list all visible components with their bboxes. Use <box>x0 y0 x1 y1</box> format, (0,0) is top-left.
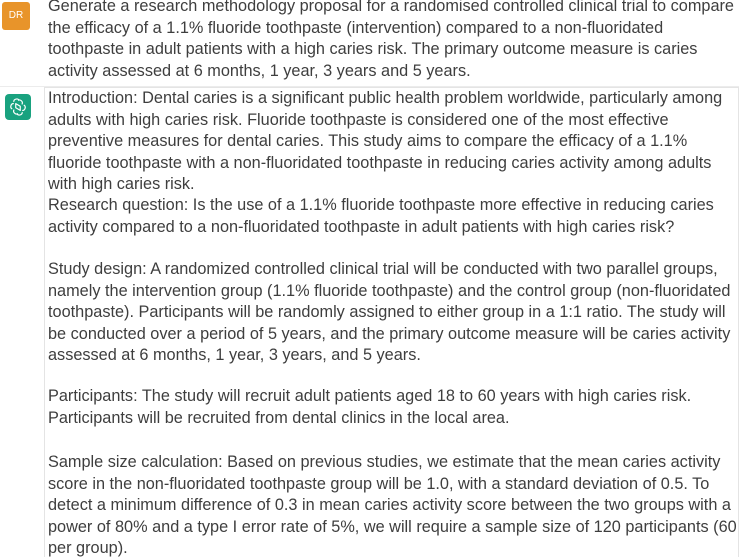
participants-paragraph: Participants: The study will recruit adult patients aged 18 to 60 years with high caries risk. Participants will be recruited from dental clinics in the local area. <box>48 387 692 427</box>
assistant-avatar <box>5 94 31 120</box>
study-design-paragraph: Study design: A randomized controlled clinical trial will be conducted with two parallel groups, namely the intervention group (1.1% fluoride toothpaste) and the control group (non-fluoridated toothpaste). Participants will be randomly assigned to either group in a 1:1 ratio. The study will be conducted over a period of 5 years, and the primary outcome measure will be caries activity assessed at 6 months, 1 year, 3 years, and 5 years. <box>48 260 731 365</box>
user-prompt-text: Generate a research methodology proposal for a randomised controlled clinical trial to compare the efficacy of a 1.1% fluoride toothpaste (intervention) compared to a non-fluoridated toothpaste in adult patients with a high caries risk. The primary outcome measure is caries activity assessed at 6 months, 1 year, 3 years and 5 years. <box>48 0 734 80</box>
chatgpt-logo-icon <box>9 98 27 116</box>
research-question-paragraph: Research question: Is the use of a 1.1% fluoride toothpaste more effective in reducing caries activity compared to a non-fluoridated toothpaste in adult patients with high caries risk? <box>48 196 714 236</box>
introduction-paragraph: Introduction: Dental caries is a significant public health problem worldwide, particularly among adults with high caries risk. Fluoride toothpaste is considered one of the most effective preventive measures for dental caries. This study aims to compare the efficacy of a 1.1% fluoride toothpaste with a non-fluoridated toothpaste in reducing caries activity among adults with high caries risk. <box>48 89 723 194</box>
sample-size-paragraph: Sample size calculation: Based on previous studies, we estimate that the mean caries activity score in the non-fluoridated toothpaste group will be 1.0, with a standard deviation of 0.5. To detect a minimum difference of 0.3 in mean caries activity score between the two groups with a power of 80% and a type I error rate of 5%, we will require a sample size of 120 participants (60 per group). <box>48 453 737 558</box>
assistant-message <box>0 87 739 556</box>
user-avatar: DR <box>2 2 30 30</box>
user-message <box>0 0 739 86</box>
